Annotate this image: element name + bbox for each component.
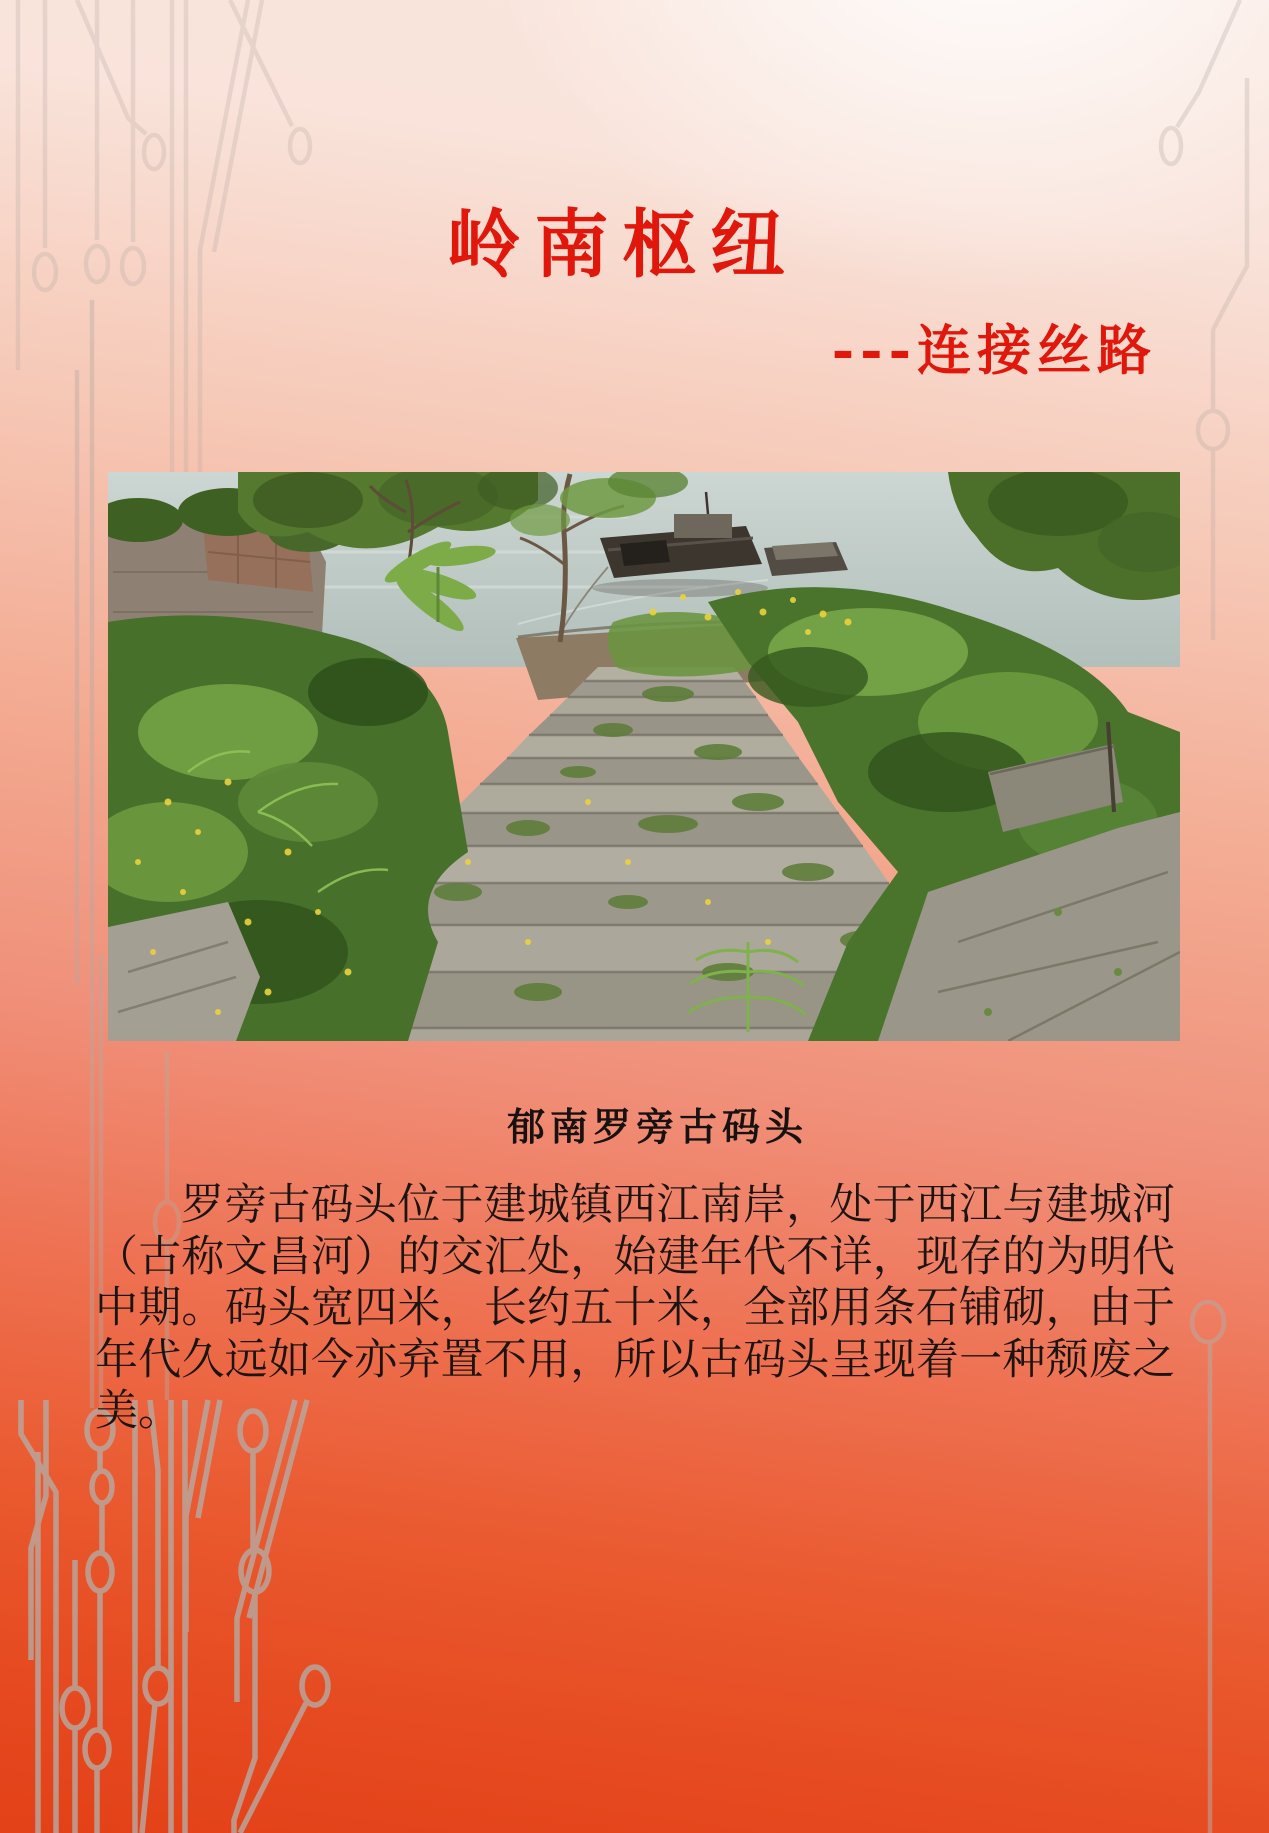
dock-photo-illustration (108, 472, 1180, 1041)
photo-caption: 郁南罗旁古码头 (506, 1104, 808, 1149)
photo-figure (108, 472, 1180, 1041)
body-paragraph: 罗旁古码头位于建城镇西江南岸，处于西江与建城河（古称文昌河）的交汇处，始建年代不详，现存的为明代中期。码头宽四米，长约五十米，全部用条石铺砌，由于年代久远如今亦弃置不用，所以古码头呈现着一种颓废之美。 (95, 1180, 1175, 1436)
left-vegetation (108, 615, 468, 1041)
page-subtitle: ---连接丝路 (831, 318, 1157, 382)
page-title: 岭南枢纽 (446, 202, 799, 288)
